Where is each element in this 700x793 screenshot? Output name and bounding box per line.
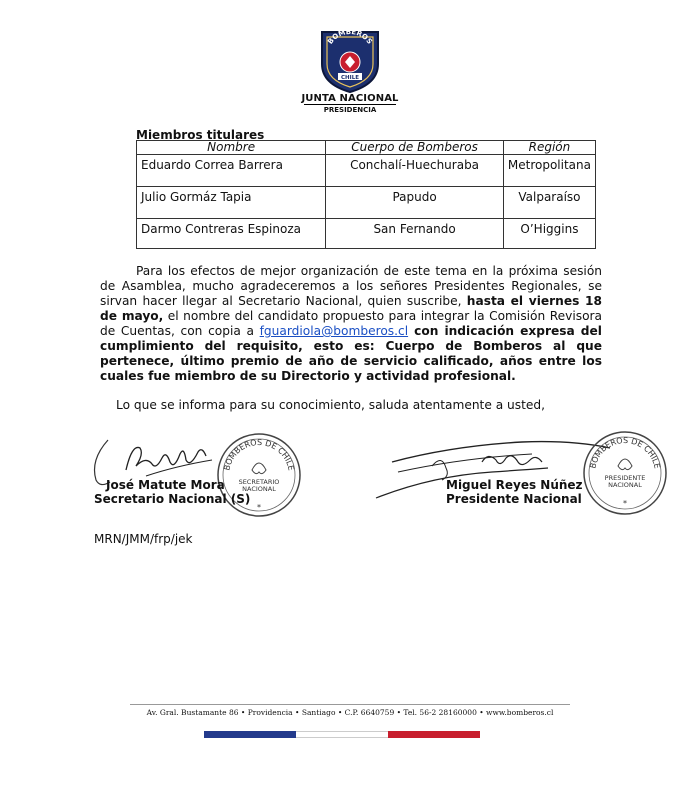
column-header: Nombre <box>137 141 326 155</box>
signatory-right-name: Miguel Reyes Núñez <box>446 478 583 492</box>
seal-star-icon: * <box>623 499 627 508</box>
deadline-text: hasta el viernes 18 de mayo, <box>100 294 602 323</box>
closing-line: Lo que se informa para su conocimiento, saluda atentamente a usted, <box>116 398 545 412</box>
reference-initials: MRN/JMM/frp/jek <box>94 532 193 546</box>
members-table <box>136 140 596 249</box>
table-row <box>137 187 596 219</box>
org-name: JUNTA NACIONAL <box>301 93 399 104</box>
cell-cuerpo: Conchalí-Huechuraba <box>326 155 504 187</box>
cell-name: Darmo Contreras Espinoza <box>137 219 326 249</box>
signatory-left <box>94 478 250 506</box>
signatory-right <box>446 478 583 506</box>
table-row <box>137 219 596 249</box>
cell-region: Metropolitana <box>503 155 595 187</box>
signatory-left-name: José Matute Mora <box>106 478 225 492</box>
seal-right-top-text: BOMBEROS DE CHILE <box>588 435 662 470</box>
seal-right-bottom-text: PRESIDENTE NACIONAL <box>604 475 646 489</box>
footer-divider <box>130 704 570 705</box>
signatory-right-title: Presidente Nacional <box>446 492 582 506</box>
seal-right <box>582 430 668 516</box>
cell-cuerpo: Papudo <box>326 187 504 219</box>
column-header: Región <box>503 141 595 155</box>
body-paragraph <box>100 264 602 384</box>
column-header: Cuerpo de Bomberos <box>326 141 504 155</box>
requirement-text: con indicación expresa del cumplimiento del requisito, esto es: Cuerpo de Bomberos al que pertenece, último premio de año de servicio calificado, años entre los cuales fue miembro de su Directorio y actividad profesional. <box>100 324 602 383</box>
body-text-2: el nombre del candidato propuesto para integrar la Comisión Revisora de Cuentas, con copia a <box>100 309 602 338</box>
logo-top-text: BOMBEROS <box>326 27 374 46</box>
members-title: Miembros titulares <box>136 128 265 142</box>
cell-region: Valparaíso <box>503 187 595 219</box>
header-divider <box>304 104 396 105</box>
cell-name: Julio Gormáz Tapia <box>137 187 326 219</box>
signatory-left-title: Secretario Nacional (S) <box>94 492 251 506</box>
flag-stripe-red <box>388 731 480 738</box>
table-header-row <box>137 141 596 155</box>
email-link[interactable]: fguardiola@bomberos.cl <box>259 324 409 338</box>
cell-name: Eduardo Correa Barrera <box>137 155 326 187</box>
office-name: PRESIDENCIA <box>323 106 377 114</box>
body-text-1: Para los efectos de mejor organización de este tema en la próxima sesión de Asamblea, mucho agradeceremos a los señores Presidentes Regionales, se sirvan hacer llegar al Secretario Nacional, quien suscribe, <box>100 264 602 308</box>
flag-stripe-white <box>296 731 388 738</box>
seal-star-icon: * <box>257 503 261 512</box>
cell-cuerpo: San Fernando <box>326 219 504 249</box>
table-row <box>137 155 596 187</box>
seal-left-bottom-text: SECRETARIO NACIONAL <box>238 479 280 493</box>
footer-address: Av. Gral. Bustamante 86 • Providencia • Santiago • C.P. 6640759 • Tel. 56-2 28160000 • www.bomberos.cl <box>146 708 554 717</box>
cell-region: O’Higgins <box>503 219 595 249</box>
logo-bottom-text: CHILE <box>341 75 359 81</box>
seal-left-top-text: BOMBEROS DE CHILE <box>222 437 296 472</box>
bomberos-chile-logo <box>316 26 384 94</box>
flag-stripe-blue <box>204 731 296 738</box>
